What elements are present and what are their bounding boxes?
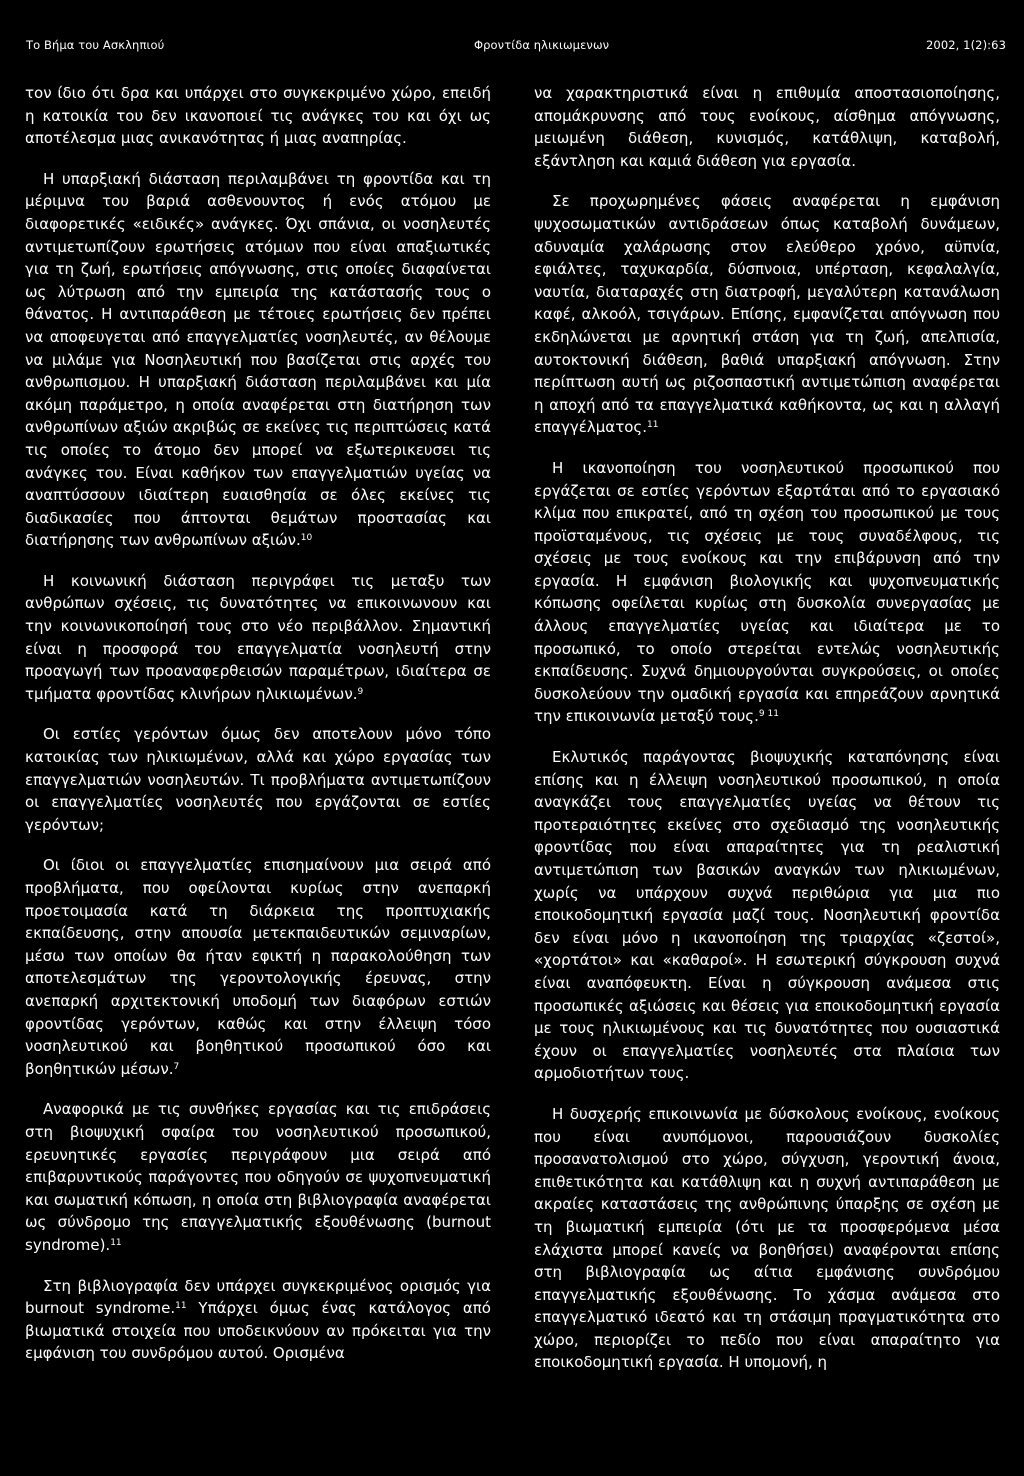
paragraph: Σε προχωρημένες φάσεις αναφέρεται η εμφάνιση ψυχοσωματικών αντιδράσεων όπως καταβολή δυνάμεων, αδυναμία χαλάρωσης στον ελεύθερο χρόνο, αϋπνία, εφιάλτες, ταχυκαρδία, δύσπνοια, υπέρταση, κεφαλαλγία, ναυτία, διαταραχές στη διατροφή, μεγαλύτερη κατανάλωση καφέ, αλκοόλ, τσιγάρων. Επίσης, εμφανίζεται απόγνωση που εκδηλώνεται με αρνητική στάση για τη ζωή, απελπισία, αυτοκτονική διάθεση, βαθιά υπαρξιακή απόγνωση. Στην περίπτωση αυτή ως ριζοσπαστική αντιμετώπιση αναφέρεται η αποχή από τα επαγγελματικά καθήκοντα, ως και η αλλαγή επαγγέλματος.$^{11}$ bbox=[534, 192, 1000, 437]
paragraph: Η ικανοποίηση του νοσηλευτικού προσωπικού που εργάζεται σε εστίες γερόντων εξαρτάται από το εργασιακό κλίμα που επικρατεί, από τη σχέση του προσωπικού με τους προϊσταμένους, τις σχέσεις με τους συναδέλφους, τις σχέσεις με τους ενοίκους και την επιβάρυνση από την εργασία. Η εμφάνιση βιολογικής και ψυχοπνευματικής κόπωσης οφείλεται κυρίως στη δυσκολία συνεργασίας με άλλους επαγγελματίες υγείας και ιδιαίτερα με το προσωπικό, το οποίο στερείται εντελώς νοσηλευτικής εκπαίδευσης. Συχνά δημιουργούνται συγκρούσεις, οι οποίες δυσκολεύουν την ομαδική εργασία και επηρεάζουν αρνητικά την επικοινωνία μεταξύ τους.$^{9 11}$ bbox=[534, 458, 1000, 726]
paragraph: Η υπαρξιακή διάσταση περιλαμβάνει τη φροντίδα και τη μέριμνα του βαριά ασθενουντος ή ενός ατόμου με διαφορετικές «ειδικές» ανάγκες. Όχι σπάνια, οι νοσηλευτές αντιμετωπίζουν ερωτήσεις ατόμων που είναι απαξιωτικές για τη ζωή, ερωτήσεις απόγνωσης, στις οποίες διαφαίνεται ως λύτρωση από την εμπειρία της κατάστασής τους ο θάνατος. Η αντιπαράθεση με τέτοιες ερωτήσεις δεν πρέπει να αποφευγεται από επαγγελματίες νοσηλευτές, αν θέλουμε να μιλάμε για Νοσηλευτική που βασίζεται στις αρχές του ανθρωπισμου. Η υπαρξιακή διάσταση περιλαμβάνει και μία ακόμη παράμετρο, η οποία αναφέρεται στη διατήρηση των ανθρωπίνων αξιών ακριβώς σε εκείνες τις περιπτώσεις κατά τις οποίες το άτομο δεν μπορεί να εξωτερικευσει τις ανάγκες του. Είναι καθήκον των επαγγελματιών υγείας να αναπτύσσουν ιδιαίτερη ευαισθησία σε όλες εκείνες τις διαδικασίες που άπτονται θεμάτων προστασίας και διατήρησης των ανθρωπίνων αξιών.$^{10}$ bbox=[25, 169, 491, 550]
paragraph: Η δυσχερής επικοινωνία με δύσκολους ενοίκους, ενοίκους που είναι ανυπόμονοι, παρουσιάζουν δυσκολίες προσανατολισμού στο χώρο, σύγχυση, γεροντική άνοια, επιθετικότητα και κατάθλιψη και η συχνή αντιπαράθεση με ακραίες καταστάσεις της ανθρώπινης ύπαρξης σε σχέση με τη βιωματική εμπειρία (ότι με τα προσφερόμενα μέσα ελάχιστα μπορεί κανείς να βοηθήσει) αναφέρονται επίσης στη βιβλιογραφία ως αίτια εμφάνισης συνδρόμου επαγγελματικής εξουθένωσης. Το χάσμα ανάμεσα στο επαγγελματικό ιδεατό και τη στάσιμη πραγματικότητα στο χώρο, περιορίζει το πεδίο που είναι απαραίτητο για εποικοδομητική εργασία. Η υπομονή, η bbox=[534, 1104, 1000, 1372]
paragraph: τον ίδιο ότι δρα και υπάρχει στο συγκεκριμένο χώρο, επειδή η κατοικία του δεν ικανοποιεί τις ανάγκες του και όχι ως αποτέλεσμα μιας ανικανότητας ή μιας αναπηρίας. bbox=[25, 84, 491, 148]
paragraph: Στη βιβλιογραφία δεν υπάρχει συγκεκριμένος ορισμός για burnout syndrome.$^{11}$ Υπάρχει όμως ένας κατάλογος από βιωματικά στοιχεία που υποδεικνύουν αν πρόκειται για την εμφάνιση του συνδρόμου αυτού. Ορισμένα bbox=[25, 1276, 491, 1363]
left-column bbox=[25, 82, 491, 1365]
paragraph: Οι εστίες γερόντων όμως δεν αποτελουν μόνο τόπο κατοικίας των ηλικιωμένων, αλλά και χώρο εργασίας των επαγγελματιών νοσηλευτών. Τι προβλήματα αντιμετωπίζουν οι επαγγελματίες νοσηλευτές που εργάζονται σε εστίες γερόντων; bbox=[25, 725, 491, 834]
citation-ref: 9 11 bbox=[758, 709, 779, 720]
paragraph: να χαρακτηριστικά είναι η επιθυμία αποστασιοποίησης, απομάκρυνσης από τους ενοίκους, αίσθημα απόγνωσης, μειωμένη διάθεση, κυνισμός, κατάθλιψη, καταβολή, εξάντληση και καμιά διάθεση για εργασία. bbox=[534, 84, 1000, 170]
citation-ref: 11 bbox=[110, 1237, 122, 1248]
citation-ref: 7 bbox=[173, 1061, 180, 1072]
citation-ref: 10 bbox=[300, 533, 313, 544]
citation-ref: 11 bbox=[175, 1301, 187, 1312]
citation-ref: 11 bbox=[646, 420, 659, 431]
page-citation: 2002, 1(2):63 bbox=[926, 38, 1006, 52]
citation-ref: 9 bbox=[357, 686, 364, 697]
paragraph: Η κοινωνική διάσταση περιγράφει τις μεταξυ των ανθρώπων σχέσεις, τις δυνατότητες να επικοινωνουν και την κοινωνικοποίησή τους στο νέο περιβάλλον. Σημαντική είναι η προσφορά του επαγγελματία νοσηλευτή στην προαγωγή των προαναφερθεισών παραμέτρων, ιδιαίτερα σε τμήματα φροντίδας κλινήρων ηλικιωμένων.$^9$ bbox=[25, 571, 491, 703]
paragraph: Εκλυτικός παράγοντας βιοψυχικής καταπόνησης είναι επίσης και η έλλειψη νοσηλευτικού προσωπικού, η οποία αναγκάζει τους επαγγελματίες υγείας να θέτουν τις προτεραιότητες εκείνες στο σχεδιασμό της νοσηλευτικής φροντίδας που είναι απαραίτητες για τη ρεαλιστική αντιμετώπιση των βασικών αναγκών των ηλικιωμένων, χωρίς να υπάρχουν συχνά περιθώρια για μια πιο εποικοδομητική εργασία μαζί τους. Νοσηλευτική φροντίδα δεν είναι μόνο η ικανοποίηση της τριαρχίας «ζεστοί», «χορτάτοι» και «καθαροί». Η εσωτερική σύγκρουση συχνά είναι αναπόφευκτη. Είναι η σύγκρουση ανάμεσα στις προσωπικές αξιώσεις και θέσεις για εποικοδομητική εργασία με τους ηλικιωμένους και τις δυνατότητες που ουσιαστικά έχουν οι επαγγελματίες νοσηλευτές στα πλαίσια των αρμοδιοτήτων τους. bbox=[534, 748, 1000, 1083]
journal-title: Το Βήμα του Ασκληπιού bbox=[26, 38, 165, 52]
paragraph: Αναφορικά με τις συνθήκες εργασίας και τις επιδράσεις στη βιοψυχική σφαίρα του νοσηλευτικού προσωπικού, ερευνητικές εργασίες περιγράφουν μια σειρά από επιβαρυντικούς παράγοντες που οδηγούν σε ψυχοπνευματική και σωματική κόπωση, η οποία στη βιβλιογραφία αναφέρεται ως σύνδρομο της επαγγελματικής εξουθένωσης (burnout syndrome).$^{11}$ bbox=[25, 1100, 491, 1254]
right-column bbox=[534, 82, 1000, 1374]
paragraph: Οι ίδιοι οι επαγγελματίες επισημαίνουν μια σειρά από προβλήματα, που οφείλονται κυρίως στην ανεπαρκή προετοιμασία κατά τη διάρκεια της προπτυχιακής εκπαίδευσης, στην απουσία μετεκπαιδευτικών σεμιναρίων, μέσω των οποίων θα ήταν εφικτή η παρακολούθηση των αποτελεσμάτων της γεροντολογικής έρευνας, στην ανεπαρκή αρχιτεκτονική υποδομή των διαφόρων εστιών φροντίδας γερόντων, καθώς και στην έλλειψη τόσο νοσηλευτικού και βοηθητικού προσωπικού όσο και βοηθητικών μέσων.$^7$ bbox=[25, 856, 491, 1078]
section-title: Φροντίδα ηλικιωμενων bbox=[474, 38, 610, 52]
running-header bbox=[26, 38, 1006, 58]
